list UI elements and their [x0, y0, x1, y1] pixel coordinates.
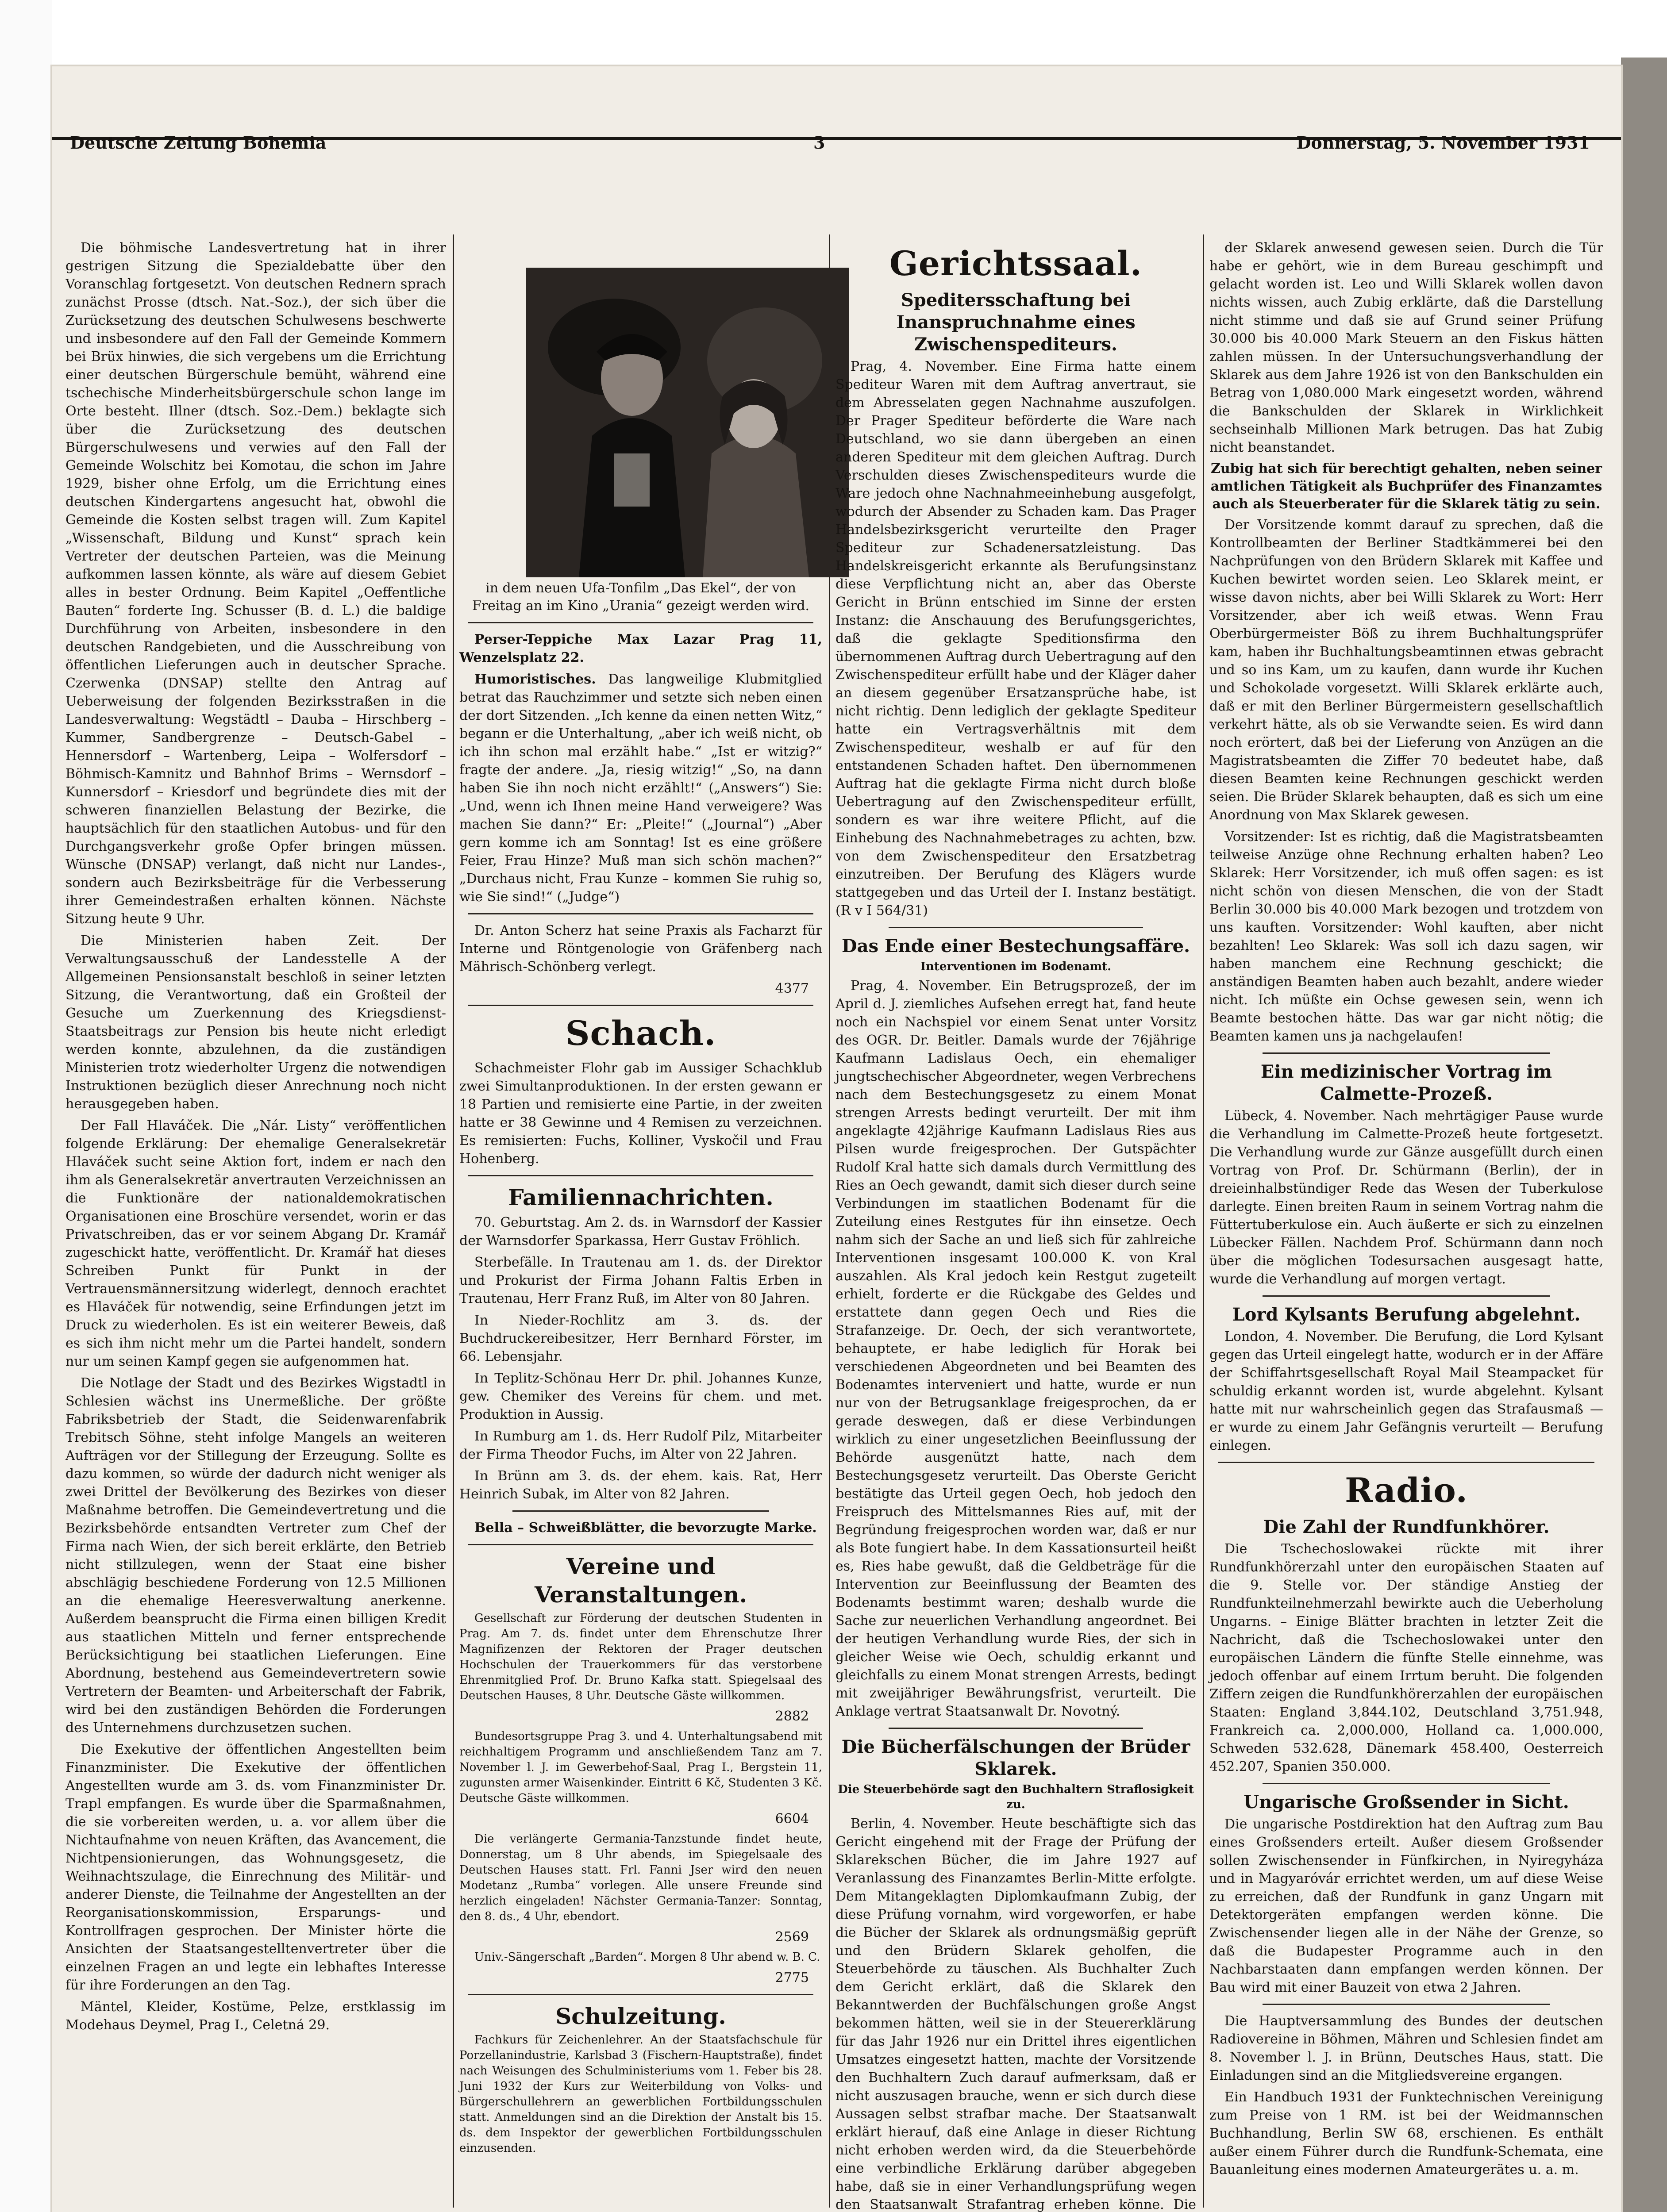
section-heading-family: Familiennachrichten.	[508, 1184, 774, 1210]
divider	[468, 913, 813, 914]
divider	[468, 1994, 813, 1995]
article-hlavacek: Der Fall Hlaváček. Die „Nár. Listy“ veröffentlichen folgende Erklärung: Der ehemalige Generalsekretär Hlaváček sucht seine Aktion fort, indem er nach den ihm als Generalsekretär anvertrauten Verzeichnissen an die Funktionäre der nationaldemokratischen Organisationen eine Broschüre versendet, worin er das Privatschreiben, das er vor seinem Abgang Dr. Kramář zugeschickt hatte, veröffentlicht. Dr. Kramář hat dieses Schreiben Punkt für Punkt in der Vertrauensmännersitzung widerlegt, dennoch erachtet es Hlaváček für notwendig, seine Erfindungen jetzt im Druck zu wiederholen. Es ist ein weiterer Beweis, daß es sich ihm nicht mehr um die Partei handelt, sondern nur um seinen Kampf gegen sie aufgenommen hat.	[65, 1118, 446, 1369]
article-sklarek: Berlin, 4. November. Heute beschäftigte sich das Gericht eingehend mit der Frage der Prüfung der Sklarekschen Bücher, die im Jahre 1927 auf Veranlassung des Finanzamtes Berlin-Mitte erfolgte. Dem Mitangeklagten Diplomkaufmann Zubig, der diese Prüfung vornahm, wird vorgeworfen, er habe die Bücher der Sklarek als ordnungsmäßig geprüft und den Brüdern Sklarek geholfen, die Steuerbehörde zu täuschen. Als Buchhalter Zuch dem Gericht erklärt, daß die Sklarek den Bekanntwerden der Buchfälschungen große Angst bekommen hätten, weil sie in der Steuererklärung für das Jahr 1926 nur ein Drittel ihres eigentlichen Umsatzes eingesetzt hatten, machte der Vorsitzende den Buchhaltern Zuch darauf aufmerksam, daß er nicht auszusagen brauche, wenn er sich durch diese Aussagen selbst strafbar mache. Der Staatsanwalt erklärt hierauf, daß eine Anlage in dieser Richtung nicht erhoben werden wird, da die Steuerbehörde eine verbindliche Erklärung darüber abgegeben habe, daß sie in einer Verhandlungsprüfung wegen den Staatsanwalt Strafantrag erheben könne. Die	[835, 1816, 1196, 2212]
article-handbuch: Ein Handbuch 1931 der Funktechnischen Vereinigung zum Preise von 1 RM. ist bei der Weidmannschen Buchhandlung, Berlin SW 68, erschienen. Es enthält außer einem Führer durch die Rundfunk-Schemata, eine Bauanleitung eines modernen Amateurgerätes u. a. m.	[1209, 2089, 1603, 2177]
article-sklarek-dialog: Vorsitzender: Ist es richtig, daß die Magistratsbeamten teilweise Anzüge ohne Rechnung erhalten haben? Leo Sklarek: Herr Vorsitzender, ich muß offen sagen: es ist nicht schön von diesen Menschen, die von der Stadt Berlin 30.000 bis 40.000 Mark bezogen und trotzdem von uns kauften. Vorsitzender: Wohl kauften, aber nicht bezahlten! Leo Sklarek: Was soll ich dazu sagen, wir haben manchem eine Rechnung geschickt; die anständigen Beamten haben auch bezahlt, andere wieder nicht. Ich müßte ein Ochse gewesen sein, wenn ich Beamte bestochen hätte. Das war gar nicht nötig; die Beamten kamen uns ja nachgelaufen!	[1209, 829, 1603, 1044]
verein-number: 2882	[775, 1709, 809, 1724]
divider	[468, 1544, 813, 1545]
caption-text: in dem neuen Ufa-Tonfilm „Das Ekel“, der von Freitag an im Kino „Urania“ gezeigt werden wird.	[472, 580, 809, 614]
divider	[889, 1728, 1143, 1729]
family-notice: Sterbefälle. In Trautenau am 1. ds. der Direktor und Prokurist der Firma Johann Faltis Erben in Trautenau, Herr Franz Ruß, im Alter von 80 Jahren.	[459, 1255, 822, 1306]
article-heading: Lord Kylsants Berufung abgelehnt.	[1232, 1304, 1581, 1325]
verein-number: 2775	[775, 1970, 809, 1985]
article-sklarek-continued: der Sklarek anwesend gewesen seien. Durch die Tür habe er gehört, wie in dem Bureau geschimpft und gelacht worden ist. Leo und Willi Sklarek wollen davon nichts wissen, auch Zubig erklärte, daß die Darstellung nicht stimme und daß sie auf Grund seiner Prüfung 30.000 bis 40.000 Mark Steuern an den Fiskus hätten zahlen müssen. In der Untersuchungsverhandlung der Sklarek aus dem Jahre 1926 ist von den Bankschulden ein Betrag von 1,080.000 Mark eingesetzt worden, während die Bankschulden der Sklarek in Wirklichkeit sechseinhalb Millionen Mark betrugen. Das hat Zubig nicht beanstandet.	[1209, 240, 1603, 455]
schul-notice: Fachkurs für Zeichenlehrer. An der Staatsfachschule für Porzellanindustrie, Karlsbad 3 (Fischern-Hauptstraße), findet nach Weisungen des Schulministeriums vom 1. Feber bis 28. Juni 1932 der Kurs zur Weiterbildung von Volks- und Bürgerschullehrern an gewerblichen Fortbildungsschulen statt. Anmeldungen sind an die Direktion der Anstalt bis 15. ds. dem Inspektor der gewerblichen Fortbildungsschulen einzusenden.	[459, 2033, 822, 2155]
article-subheading: Die Steuerbehörde sagt den Buchhaltern Straflosigkeit zu.	[838, 1783, 1194, 1811]
column-4	[1209, 239, 1603, 2199]
ad-deymel: Mäntel, Kleider, Kostüme, Pelze, erstklassig im Modehaus Deymel, Prag I., Celetná 29.	[65, 1999, 446, 2033]
article-heading: Speditersschaftung bei Inanspruchnahme eines Zwischenspediteurs.	[896, 290, 1136, 355]
divider	[889, 927, 1143, 928]
family-notice: In Nieder-Rochlitz am 3. ds. der Buchdruckereibesitzer, Herr Bernhard Förster, im 66. Lebensjahr.	[459, 1313, 822, 1364]
article-spediteur: Prag, 4. November. Eine Firma hatte einem Spediteur Waren mit dem Auftrag anvertraut, sie dem Abresselaten gegen Nachnahme auszufolgen. Der Prager Spediteur beförderte die Ware nach Deutschland, wo sie dann übergeben an einen anderen Spediteur mit dem gleichen Auftrag. Durch Verschulden dieses Zwischenspediteurs wurde die Ware jedoch ohne Nachnahmeeinhebung ausgefolgt, wodurch der Absender zu Schaden kam. Das Prager Handelsbezirksgericht verurteilte den Prager Spediteur zur Schadenersatzleistung. Das Handelskreisgericht erkannte als Berufungsinstanz diese Verpflichtung nicht an, aber das Oberste Gericht in Brünn entschied im Sinne der ersten Instanz: die Anschauung des Berufungsgerichtes, daß die geklagte Speditionsfirma den übernommenen Auftrag durch Uebertragung auf den Zwischenspediteur erfüllt habe und der Kläger daher an diesem gegenüber Ersatzansprüche habe, ist nicht richtig. Denn lediglich der geklagte Spediteur hatte ein Vertragsverhältnis mit dem Zwischenspediteur, weshalb er auf für den entstandenen Schaden haftet. Den übernommenen Auftrag hat die geklagte Firma nicht durch bloße Uebertragung auf den Zwischenspediteur erfüllt, sondern es war ihre weitere Pflicht, auf die Einhebung des Nachnahmebetrages zu achten, bzw. von dem Zwischenspediteur den Ersatzbetrag einzutreiben. Der Berufung des Klägers wurde stattgegeben und das Urteil der I. Instanz bestätigt. (R v I 564/31)	[835, 359, 1196, 918]
newspaper-page	[52, 66, 1621, 2212]
verein-notice: Univ.-Sängerschaft „Barden“. Morgen 8 Uhr abend w. B. C.	[474, 1951, 820, 1964]
article-heading: Ungarische Großsender in Sicht.	[1244, 1792, 1569, 1813]
article-ministerien: Die Ministerien haben Zeit. Der Verwaltungsausschuß der Landesstelle A der Allgemeinen Pensionsanstalt beschloß in seiner letzten Sitzung, die Verantwortung, daß ein Großteil der Gesuche um Zuerkennung des Kriegsdienst-Staatsbeitrags zur Pension bis heute nicht erledigt werden konnte, abzulehnen, da die zuständigen Ministerien trotz wiederholter Urgenz die notwendigen Instruktionen bezüglich dieser Anrechnung noch nicht herausgegeben haben.	[65, 933, 446, 1112]
column-3	[835, 239, 1196, 2212]
section-heading-radio: Radio.	[1345, 1471, 1468, 1510]
article-subheading: Interventionen im Bodenamt.	[920, 960, 1112, 973]
article-interhead: Zubig hat sich für berechtigt gehalten, neben seiner amtlichen Tätigkeit als Buchprüfer des Finanzamtes auch als Steuerberater für die Sklarek tätig zu sein.	[1210, 461, 1602, 512]
film-still-photo	[526, 268, 849, 577]
verein-notice: Gesellschaft zur Förderung der deutschen Studenten in Prag. Am 7. ds. findet unter dem Ehrenschutze Ihrer Magnifizenzen der Rektoren der Prager deutschen Hochschulen der Trauerkommers für das verstorbene Ehrenmitglied Prof. Dr. Bruno Kafka statt. Spiegelsaal des Deutschen Hauses, 8 Uhr. Deutsche Gäste willkommen.	[459, 1612, 822, 1702]
divider	[1263, 1052, 1550, 1054]
divider	[1263, 1783, 1550, 1784]
ad-bella: Bella – Schweißblätter, die bevorzugte Marke.	[474, 1520, 817, 1536]
humor-body: Das langweilige Klubmitglied betrat das Rauchzimmer und setzte sich neben einen der dort Sitzenden. „Ich kenne da einen netten Witz,“ begann er die Unterhaltung, „aber ich weiß nicht, ob ich ihn schon mal erzählt habe.“ „Ist er witzig?“ fragte der andere. „Ja, riesig witzig!“ „So, na dann haben Sie ihn noch nicht erzählt!“ („Answers“) Sie: „Und, wenn ich Ihnen meine Hand verweigere? Was machen Sie dann?“ Er: „Pleite!“ („Journal“) „Aber gern komme ich am Sonntag! Ist es eine größere Feier, Frau Hinze? Muß man sich schön machen?“ „Durchaus nicht, Frau Kunze – kommen Sie ruhig so, wie Sie sind!“ („Judge“)	[459, 672, 822, 905]
article-heading: Die Zahl der Rundfunkhörer.	[1263, 1517, 1550, 1537]
article-heading: Ein medizinischer Vortrag im Calmette-Prozeß.	[1260, 1061, 1552, 1104]
divider	[468, 1175, 813, 1176]
header-paper-name: Deutsche Zeitung Bohemia	[70, 133, 327, 153]
verein-number: 2569	[775, 1929, 809, 1945]
section-heading-court: Gerichtssaal.	[889, 244, 1143, 283]
column-rule	[453, 234, 454, 2208]
verein-number: 6604	[775, 1811, 809, 1827]
divider	[1263, 1295, 1550, 1297]
verein-notice: Die verlängerte Germania-Tanzstunde findet heute, Donnerstag, um 8 Uhr abends, im Spiegelsaale des Deutschen Hauses statt. Frl. Fanni Jser wird den neuen Modetanz „Rumba“ vorlegen. Alle unsere Freunde sind herzlich eingeladen! Nächster Germania-Tanzer: Sonntag, den 8. ds., 4 Uhr, ebendort.	[459, 1832, 822, 1923]
section-heading-chess: Schach.	[565, 1014, 716, 1053]
page-header	[52, 66, 1621, 153]
humor-text	[459, 670, 822, 906]
article-bestechung: Prag, 4. November. Ein Betrugsprozeß, der im April d. J. ziemliches Aufsehen erregt hat, fand heute noch ein Nachspiel vor einem Senat unter Vorsitz des OGR. Dr. Beitler. Damals wurde der 76jährige Kaufmann Ladislaus Oech, ein ehemaliger jungtschechischer Abgeordneter, wegen Verbrechens nach dem Bestechungsgesetz zu einem Monat strengen Arrests bedingt verurteilt. Der mit ihm angeklagte 42jährige Kaufmann Ladislaus Ries aus Pilsen wurde freigesprochen. Der Gutspächter Rudolf Kral hatte sich damals durch Vermittlung des Ries an Oech gewandt, damit sich dieser durch seine Verbindungen im staatlichen Bodenamt für die Zuteilung eines Restgutes für ihn einsetze. Oech nahm sich der Sache an und ließ sich für zahlreiche Interventionen insgesamt 100.000 K. von Kral auszahlen. Als Kral jedoch kein Restgut zugeteilt erhielt, forderte er die Rückgabe des Geldes und erstattete dann gegen Oech und Ries die Strafanzeige. Dr. Oech, der sich verantwortete, behauptete, er habe lediglich für Horak bei verschiedenen Abgeordneten und bei Beamten des Bodenamtes interveniert und hatte, wurde er nun nur von der Betrugsanklage freigesprochen, da er gerade deswegen, daß er diese Verbindungen wirklich zu einer ungesetzlichen Beeinflussung der Behörde ausgenützt hatte, nach dem Bestechungsgesetz verurteilt. Das Oberste Gericht bestätigte das Urteil gegen Oech, hob jedoch den Freispruch des Mittelsmannes Ries auf, mit der Begründung freigesprochen worden war, daß er nur als Bote fungiert habe. In dem Kassationsurteil heißt es, Ries habe gewußt, daß die Geldbeträge für die Intervention zur Beeinflussung der Beamten des Bodenamts bestimmt waren; deshalb wurde die Sache zur neuerlichen Verhandlung angeordnet. Bei der heutigen Verhandlung wurde Ries, der sich in gleicher Weise wie Oech, schuldig erkannt und gleichfalls zu einem Monat strengen Arrests, bedingt mit zweijähriger Bewährungsfrist, verurteilt. Die Anklage vertrat Staatsanwalt Dr. Novotný.	[835, 978, 1196, 1719]
article-wigstadtl: Die Notlage der Stadt und des Bezirkes Wigstadtl in Schlesien wächst ins Unermeßliche. Der größte Fabriksbetrieb der Stadt, die Seidenwarenfabrik Trebitsch Söhne, steht infolge Mangels an weiteren Aufträgen vor der Stillegung der Erzeugung. Sollte es dazu kommen, so würde der dadurch nicht weniger als zwei Drittel der Bevölkerung des Bezirkes von dieser Maßnahme betroffen. Die Gemeindevertretung und die Bezirksbehörde entsandten Vertreter zum Chef der Firma nach Wien, der sich bereit erklärte, den Betrieb nicht stillzulegen, wenn der Staat eine bisher abschlägig beschiedene Forderung von 12.5 Millionen an die ehemalige Heeresverwaltung anerkenne. Außerdem beansprucht die Firma einen billigen Kredit aus staatlichen Mitteln und ferner entsprechende Berücksichtigung bei staatlichen Lieferungen. Eine Abordnung, bestehend aus Gemeindevertretern sowie Vertretern der Beamten- und Arbeiterschaft der Fabrik, wird bei den zuständigen Behörden die Forderungen des Unternehmens durchzusetzen suchen.	[65, 1375, 446, 1736]
column-1	[65, 239, 446, 2199]
article-hauptversammlung: Die Hauptversammlung des Bundes der deutschen Radiovereine in Böhmen, Mähren und Schlesien findet am 8. November l. J. in Brünn, Deutsches Haus, statt. Die Einladungen sind an die Mitgliedsvereine ergangen.	[1209, 2013, 1603, 2083]
article-rundfunk: Die Tschechoslowakei rückte mit ihrer Rundfunkhörerzahl unter den europäischen Staaten auf die 9. Stelle vor. Der ständige Anstieg der Rundfunkteilnehmerzahl bewirkte auch die Ueberholung Ungarns. – Einige Blätter brachten in letzter Zeit die Nachricht, daß die Tschechoslowakei unter den europäischen Ländern die fünfte Stelle einnehme, was jedoch offenbar auf einem Irrtum beruht. Die folgenden Ziffern zeigen die Rundfunkhörerzahlen der europäischen Staaten: England 3,844.102, Deutschland 3,751.948, Frankreich ca. 2,000.000, Holland ca. 1,000.000, Schweden 532.628, Dänemark 458.400, Oesterreich 452.207, Spanien 350.000.	[1209, 1541, 1603, 1774]
divider	[512, 1510, 769, 1512]
divider	[468, 622, 813, 623]
header-date: Donnerstag, 5. November 1931	[1296, 133, 1590, 153]
section-heading-schulzeitung: Schulzeitung.	[555, 2003, 726, 2029]
family-notice: In Rumburg am 1. ds. Herr Rudolf Pilz, Mitarbeiter der Firma Theodor Fuchs, im Alter von 22 Jahren.	[459, 1429, 822, 1462]
ad-teppiche: Perser-Teppiche Max Lazar Prag 11, Wenzelsplatz 22.	[459, 632, 822, 665]
divider	[1218, 1462, 1594, 1463]
verein-notice: Bundesortsgruppe Prag 3. und 4. Unterhaltungsabend mit reichhaltigem Programm und anschließendem Tanz am 7. November l. J. im Gewerbehof-Saal, Prag I., Bergstein 11, zugunsten armer Waisenkinder. Eintritt 6 Kč, Studenten 3 Kč. Deutsche Gäste willkommen.	[459, 1730, 822, 1805]
article-landesvertretung: Die böhmische Landesvertretung hat in ihrer gestrigen Sitzung die Spezialdebatte über den Voranschlag fortgesetzt. Von deutschen Rednern sprach zunächst Prosse (dtsch. Nat.-Soz.), der sich über die Zurücksetzung des deutschen Schulwesens beschwerte und insbesondere auf den Fall der Gemeinde Kommern bei Brüx hinwies, die sich vergebens um die Errichtung einer deutschen Bürgerschule bemüht, während eine tschechische Minderheitsbürgerschule schon lange im Orte besteht. Illner (dtsch. Soz.-Dem.) beklagte sich über die Zurücksetzung des deutschen Bürgerschulwesens und verwies auf den Fall der Gemeinde Wolschitz bei Komotau, die schon im Jahre 1929, bisher ohne Erfolg, um die Errichtung eines deutschen Kindergartens angesucht hat, obwohl die Gemeinde die Kosten selbst tragen will. Zum Kapitel „Wissenschaft, Bildung und Kunst“ sprach kein Vertreter der deutschen Parteien, was die Meinung aufkommen lassen könnte, als wäre auf diesem Gebiet alles in bester Ordnung. Beim Kapitel „Oeffentliche Bauten“ forderte Ing. Schusser (B. d. L.) die baldige Durchführung von Arbeiten, insbesondere in den deutschen Randgebieten, und die Ausschreibung von öffentlichen Lieferungen auch in deutscher Sprache. Czerwenka (DNSAP) stellte den Antrag auf Ueberweisung der folgenden Bezirksstraßen in die Landesverwaltung: Wegstädtl – Dauba – Hirschberg – Kummer, Sandbergrenze – Deutsch-Gabel – Hennersdorf – Wartenberg, Leipa – Wolfersdorf – Böhmisch-Kamnitz und Bahnhof Brims – Wernsdorf – Kunnersdorf – Kriesdorf und begründete dies mit der schweren finanziellen Belastung der Bezirke, die hauptsächlich für den staatlichen Autobus- und für den Durchgangsverkehr große Opfer bringen müssen. Wünsche (DNSAP) verlangt, daß nicht nur Landes-, sondern auch Bezirksbeiträge für die Verbesserung ihrer Gemeindestraßen erhalten können. Nächste Sitzung heute 9 Uhr.	[65, 240, 446, 927]
article-sklarek-kuchen: Der Vorsitzende kommt darauf zu sprechen, daß die Kontrollbeamten der Berliner Stadtkämmerei bei den Nachprüfungen von den Brüdern Sklarek mit Kaffee und Kuchen bewirtet worden seien. Leo Sklarek meint, er wisse davon nichts, aber bei Willi Sklarek zu Wort: Herr Vorsitzender, aber ich weiß etwas. Wenn Frau Oberbürgermeister Böß zu ihrem Buchhaltungsprüfer kam, haben ihr Buchhaltungsbeamtinnen etwas gebracht und so ins Kam, um zu kaufen, dann wurde ihr Kuchen und Schokolade vorgesetzt. Willi Sklarek erklärte auch, daß er mit den Berliner Bürgermeistern gesellschaftlich verkehrt hätte, als ob sie Verwandte seien. Es wird dann noch erörtert, daß bei der Lieferung von Anzügen an die Magistratsbeamten die Ziffer 70 bedeutet habe, daß diesen Beamten keine Rechnungen geschickt werden seien. Die Brüder Sklarek behaupten, daß es sich um eine Anordnung von Max Sklarek gewesen.	[1209, 517, 1603, 823]
article-exekutive: Die Exekutive der öffentlichen Angestellten beim Finanzminister. Die Exekutive der öffentlichen Angestellten wurde am 3. ds. vom Finanzminister Dr. Trapl empfangen. Es wurde über die Sparmaßnahmen, die sie vorbereiten werden, u. a. vor allem über die Nichtaufnahme von neuen Kräften, das Avancement, die Nichtpensionierungen, das Wohnungsgesetz, die Weihnachtszulage, die Einrechnung des Militär- und anderer Dienste, die Teilnahme der Angestellten an der Reorganisationskommission, Ersparungs- und Kontrollfragen gesprochen. Der Minister hörte die Ansichten der Staatsangestelltenvertreter über die einzelnen Fragen an und legte ein lebhaftes Interesse für ihre Forderungen an den Tag.	[65, 1742, 446, 1993]
column-rule	[1203, 234, 1204, 2208]
article-heading: Das Ende einer Bestechungsaffäre.	[841, 936, 1190, 956]
divider	[1263, 2004, 1550, 2005]
chess-text: Schachmeister Flohr gab im Aussiger Schachklub zwei Simultanproduktionen. In der ersten gewann er 18 Partien und remisierte eine Partie, in der zweiten hatte er 38 Gewinne und 4 Remisen zu verzeichnen. Es remisierten: Fuchs, Kolliner, Vyskočil und Frau Hohenberg.	[459, 1060, 822, 1167]
section-heading-vereine: Vereine und Veranstaltungen.	[534, 1553, 747, 1608]
family-notice: 70. Geburtstag. Am 2. ds. in Warnsdorf der Kassier der Warnsdorfer Sparkassa, Herr Gustav Fröhlich.	[459, 1215, 822, 1248]
header-page-number: 3	[813, 133, 825, 153]
family-notice: In Teplitz-Schönau Herr Dr. phil. Johannes Kunze, gew. Chemiker des Vereins für chem. und met. Produktion in Aussig.	[459, 1371, 822, 1422]
notice-scherz: Dr. Anton Scherz hat seine Praxis als Facharzt für Interne und Röntgenologie von Gräfenberg nach Mährisch-Schönberg verlegt.	[459, 923, 822, 975]
notice-number: 4377	[775, 981, 809, 996]
article-heading: Die Bücherfälschungen der Brüder Sklarek.	[841, 1736, 1190, 1779]
family-notice: In Brünn am 3. ds. der ehem. kais. Rat, Herr Heinrich Subak, im Alter von 82 Jahren.	[459, 1468, 822, 1502]
article-kylsant: London, 4. November. Die Berufung, die Lord Kylsant gegen das Urteil eingelegt hatte, wodurch er in der Affäre der Schiffahrtsgesellschaft Royal Mail Steampacket für schuldig erkannt worden ist, wurde abgelehnt. Kylsant hatte mit nur wahrscheinlich gegen das Strafausmaß — er wurde zu einem Jahr Gefängnis verurteilt — Berufung einlegen.	[1209, 1329, 1603, 1453]
humor-heading: Humoristisches.	[474, 672, 596, 687]
divider	[468, 1005, 813, 1006]
scan-margin-left	[0, 0, 52, 2212]
photo-figures	[526, 268, 849, 577]
article-calmette: Lübeck, 4. November. Nach mehrtägiger Pause wurde die Verhandlung im Calmette-Prozeß heute fortgesetzt. Die Verhandlung wurde zur Gänze ausgefüllt durch einen Vortrag von Prof. Dr. Schürmann (Berlin), der in dreieinhalbstündiger Rede das Wesen der Tuberkulose darlegte. Einen breiten Raum in seinem Vortrag nahm die Füttertuberkulose ein. Auch äußerte er sich zu einzelnen Lübecker Fällen. Nachdem Prof. Schürmann dann noch über die möglichen Todesursachen ausgesagt hatte, wurde die Verhandlung auf morgen vertagt.	[1209, 1108, 1603, 1287]
scan-margin-right	[1621, 58, 1667, 2212]
article-ungarn: Die ungarische Postdirektion hat den Auftrag zum Bau eines Großsenders erteilt. Außer diesem Großsender sollen Zwischensender in Fünfkirchen, in Nyiregyháza und in Magyaróvár errichtet werden, um auf diese Weise zu erreichen, daß der Rundfunk in ganz Ungarn mit Detektorgeräten empfangen werden könne. Die Zwischensender liegen alle in der Nähe der Grenze, so daß die Budapester Programme auch in den Nachbarstaaten dann empfangen werden können. Der Bau wird mit einer Bauzeit von etwa 2 Jahren.	[1209, 1816, 1603, 1995]
